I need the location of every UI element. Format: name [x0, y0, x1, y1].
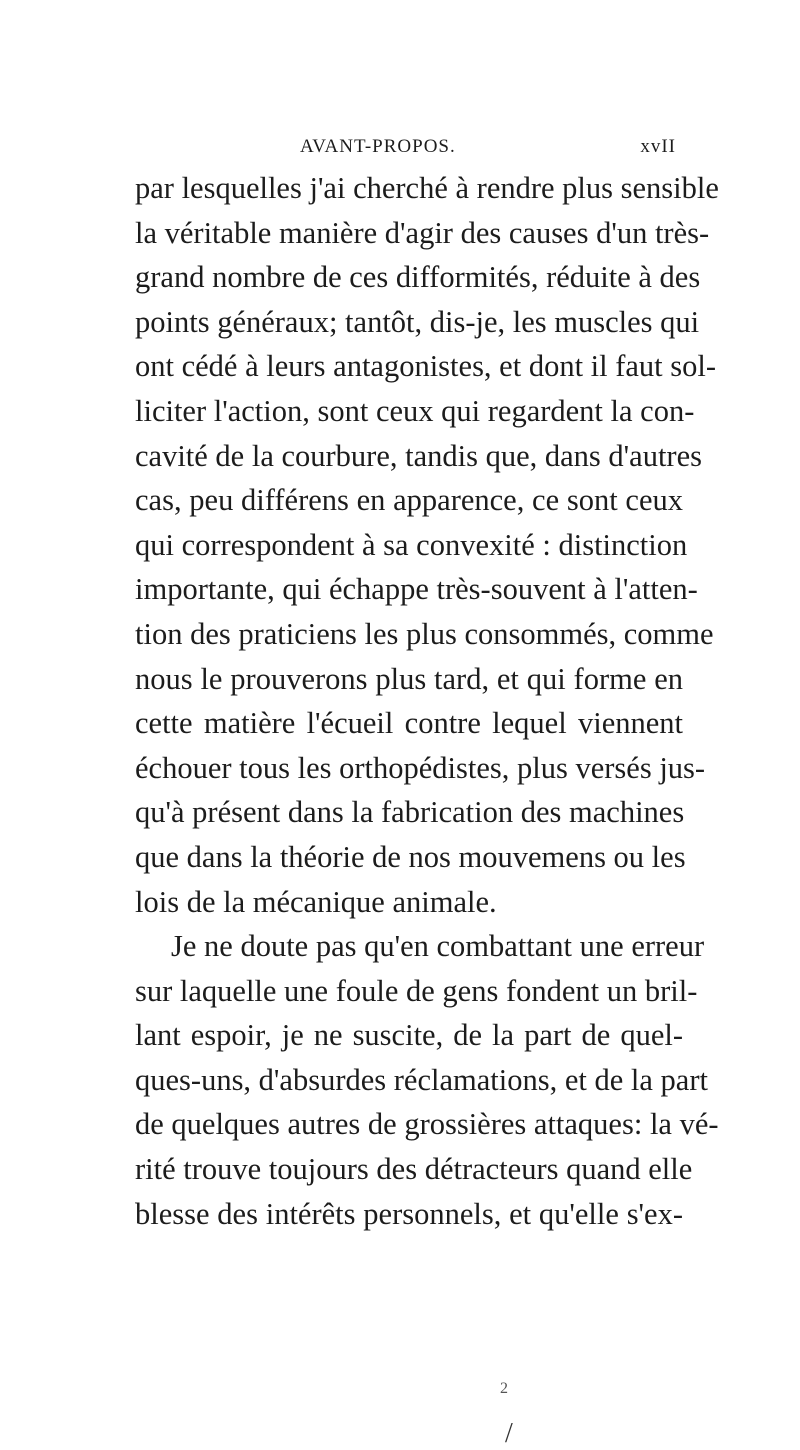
text-line: par lesquelles j'ai cherché à rendre plus sensible — [135, 171, 719, 205]
text-line: échouer tous les orthopédistes, plus versés jus- — [135, 750, 706, 785]
text-line: ont cédé à leurs antagonistes, et dont il faut sol- — [135, 349, 717, 384]
text-line: cas, peu différens en apparence, ce sont ceux — [135, 483, 683, 518]
text-line: Je ne doute pas qu'en combattant une erreur — [171, 929, 705, 964]
text-line: que dans la théorie de nos mouvemens ou les — [135, 839, 686, 874]
body-text — [135, 166, 719, 1236]
page-number: xvII — [640, 136, 676, 157]
text-line: importante, qui échappe très-souvent à l'atten- — [135, 572, 698, 607]
text-line: qui correspondent à sa convexité : distinction — [135, 527, 688, 562]
text-line: tion des praticiens les plus consommés, comme — [135, 616, 714, 651]
text-line: points généraux; tantôt, dis-je, les muscles qui — [135, 304, 700, 339]
text-line: nous le prouverons plus tard, et qui forme en — [135, 661, 683, 696]
text-line: liciter l'action, sont ceux qui regardent la con- — [135, 393, 695, 428]
text-line: cavité de la courbure, tandis que, dans d'autres — [135, 438, 702, 473]
text-line: ques-uns, d'absurdes réclamations, et de la part — [135, 1062, 708, 1097]
text-line: lant espoir, je ne suscite, de la part de quel- — [135, 1018, 683, 1053]
text-line: cette matière l'écueil contre lequel viennent — [135, 706, 683, 741]
text-line: blesse des intérêts personnels, et qu'elle s'ex- — [135, 1196, 683, 1231]
text-line: sur laquelle une foule de gens fondent un bril- — [135, 973, 698, 1008]
text-line: la véritable manière d'agir des causes d'un très- — [135, 215, 710, 250]
signature-mark: 2 — [500, 1380, 508, 1397]
text-line: rité trouve toujours des détracteurs quand elle — [135, 1152, 693, 1187]
text-line: qu'à présent dans la fabrication des machines — [135, 795, 685, 830]
text-line: lois de la mécanique animale. — [135, 884, 497, 919]
running-head — [300, 136, 676, 162]
text-line: de quelques autres de grossières attaques: la vé- — [135, 1107, 719, 1142]
stray-mark: / — [505, 1418, 513, 1449]
running-head-title: AVANT-PROPOS. — [300, 136, 456, 157]
text-line: grand nombre de ces difformités, réduite à des — [135, 260, 701, 295]
